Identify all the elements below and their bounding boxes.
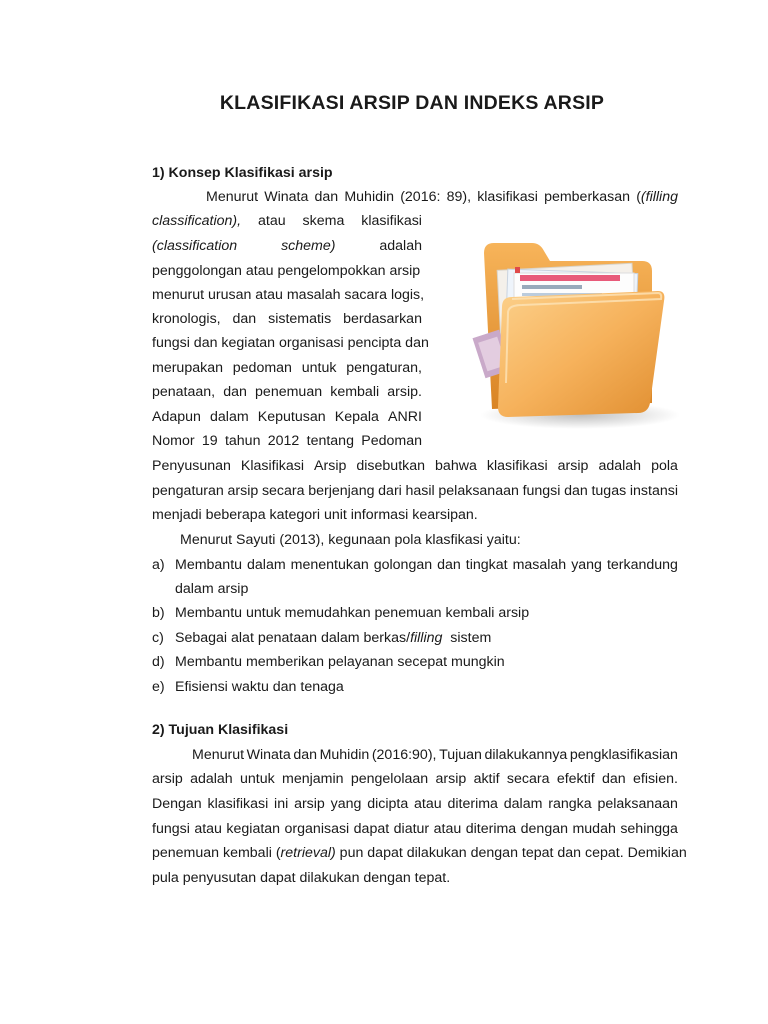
s1-line-2: classification), atau skema klasifikasi	[152, 213, 422, 229]
list-marker-b: b)	[152, 605, 165, 621]
list-marker-e: e)	[152, 679, 165, 695]
s2-line-4: fungsi atau kegiatan organisasi dapat diatur atau diterima dengan mudah sehingga	[152, 821, 678, 837]
list-item-a-continued: dalam arsip	[175, 581, 249, 597]
s1-line-9: penataan, dan penemuan kembali arsip.	[152, 384, 422, 400]
s2-line-1: Menurut Winata dan Muhidin (2016:90), Tujuan dilakukannya pengklasifikasian	[192, 747, 678, 763]
s1-line-12: Penyusunan Klasifikasi Arsip disebutkan bahwa klasifikasi arsip adalah pola	[152, 458, 678, 474]
s1-line-3: (classification scheme) adalah	[152, 238, 422, 254]
list-item-b: Membantu untuk memudahkan penemuan kembali arsip	[175, 605, 530, 621]
s1-line-4: penggolongan atau pengelompokkan arsip	[152, 263, 421, 279]
s1-line-13: pengaturan arsip secara berjenjang dari hasil pelaksanaan fungsi dan tugas instansi	[152, 483, 678, 499]
s1-line-15: Menurut Sayuti (2013), kegunaan pola klasfikasi yaitu:	[180, 532, 521, 548]
list-marker-a: a)	[152, 557, 165, 573]
s1-line-7: fungsi dan kegiatan organisasi pencipta dan	[152, 335, 429, 351]
section-2-heading: 2) Tujuan Klasifikasi	[152, 722, 289, 738]
document-title: KLASIFIKASI ARSIP DAN INDEKS ARSIP	[219, 92, 605, 114]
list-item-e: Efisiensi waktu dan tenaga	[175, 679, 344, 695]
s2-line-5: penemuan kembali (retrieval) pun dapat dilakukan dengan tepat dan cepat. Demikian	[152, 845, 687, 861]
s2-line-6: pula penyusutan dapat dilakukan dengan tepat.	[152, 870, 451, 886]
s1-line-14: menjadi beberapa kategori unit informasi kearsipan.	[152, 507, 478, 523]
list-marker-d: d)	[152, 654, 165, 670]
list-item-d: Membantu memberikan pelayanan secepat mungkin	[175, 654, 505, 670]
s1-line-11: Nomor 19 tahun 2012 tentang Pedoman	[152, 433, 422, 449]
folder-illustration	[462, 233, 694, 433]
s1-line-1: Menurut Winata dan Muhidin (2016: 89), klasifikasi pemberkasan ((filling	[206, 189, 678, 205]
s2-line-3: Dengan klasifikasi ini arsip yang dicipta atau diterima dalam rangka pelaksanaan	[152, 796, 678, 812]
s1-line-10: Adapun dalam Keputusan Kepala ANRI	[152, 409, 422, 425]
s1-line-5: menurut urusan atau masalah sacara logis,	[152, 287, 425, 303]
s2-line-2: arsip adalah untuk menjamin pengelolaan arsip aktif secara efektif dan efisien.	[152, 771, 678, 787]
section-1-heading: 1) Konsep Klasifikasi arsip	[152, 165, 333, 181]
s1-line-6: kronologis, dan sistematis berdasarkan	[152, 311, 422, 327]
s1-line-8: merupakan pedoman untuk pengaturan,	[152, 360, 422, 376]
list-item-a: Membantu dalam menentukan golongan dan tingkat masalah yang terkandung	[175, 557, 678, 573]
list-marker-c: c)	[152, 630, 164, 646]
list-item-c: Sebagai alat penataan dalam berkas/filling sistem	[175, 630, 492, 646]
